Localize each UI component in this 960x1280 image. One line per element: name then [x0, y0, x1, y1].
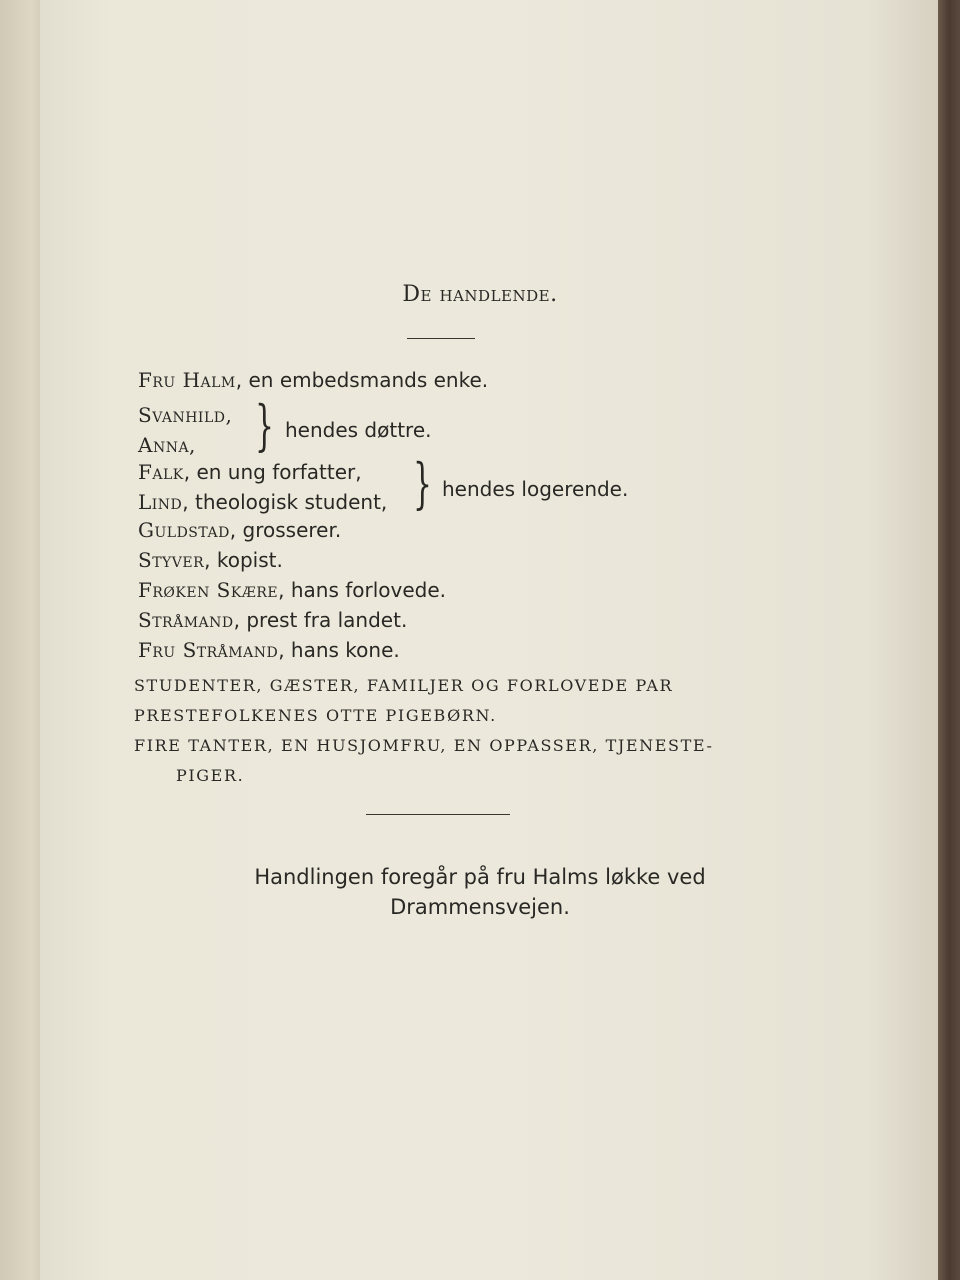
character-name: Fru Halm [138, 368, 236, 392]
page-heading: De handlende. [402, 282, 558, 307]
character-desc: , en ung forfatter, [183, 460, 362, 484]
character-desc: , hans kone. [278, 638, 400, 662]
cast-line-fru-stramand [138, 638, 400, 662]
cast-line-falk [138, 460, 362, 484]
cast-line-stramand [138, 608, 407, 632]
character-name: Frøken Skære [138, 578, 279, 602]
brace-lodgers: } [413, 452, 432, 515]
character-name: Guldstad [138, 518, 230, 542]
character-name: Svanhild, [138, 403, 233, 427]
extras-line: FIRE TANTER, EN HUSJOMFRU, EN OPPASSER, TJENESTE- [134, 736, 714, 755]
heading-divider [407, 338, 475, 339]
setting-line: Drammensvejen. [390, 895, 570, 919]
character-name: Fru Stråmand [138, 638, 279, 662]
character-desc: , grosserer. [229, 518, 342, 542]
group-label-lodgers: hendes logerende. [442, 477, 629, 501]
book-cover-edge [938, 0, 960, 1280]
cast-line-anna [138, 433, 196, 457]
character-name: Styver [138, 548, 205, 572]
extras-line: PRESTEFOLKENES OTTE PIGEBØRN. [134, 706, 497, 725]
cast-line-froken-skaere [138, 578, 446, 602]
brace-daughters: } [255, 394, 274, 457]
character-name: Falk [138, 460, 184, 484]
character-desc: , prest fra landet. [233, 608, 408, 632]
cast-line-lind [138, 490, 387, 514]
character-name: Stråmand [138, 608, 234, 632]
cast-line-svanhild [138, 403, 232, 427]
cast-line-styver [138, 548, 283, 572]
extras-line: PIGER. [176, 766, 245, 785]
character-desc: , theologisk student, [182, 490, 388, 514]
group-label-daughters: hendes døttre. [285, 418, 432, 442]
section-divider [366, 814, 510, 815]
character-desc: , en embedsmands enke. [235, 368, 489, 392]
cast-line-fru-halm [138, 368, 488, 392]
character-name: Anna, [138, 433, 196, 457]
cast-line-guldstad [138, 518, 341, 542]
character-desc: , hans forlovede. [278, 578, 447, 602]
character-desc: , kopist. [204, 548, 283, 572]
extras-line: STUDENTER, GÆSTER, FAMILJER OG FORLOVEDE PAR [134, 676, 674, 695]
character-name: Lind [138, 490, 183, 514]
setting-line: Handlingen foregår på fru Halms løkke ved [254, 865, 706, 889]
